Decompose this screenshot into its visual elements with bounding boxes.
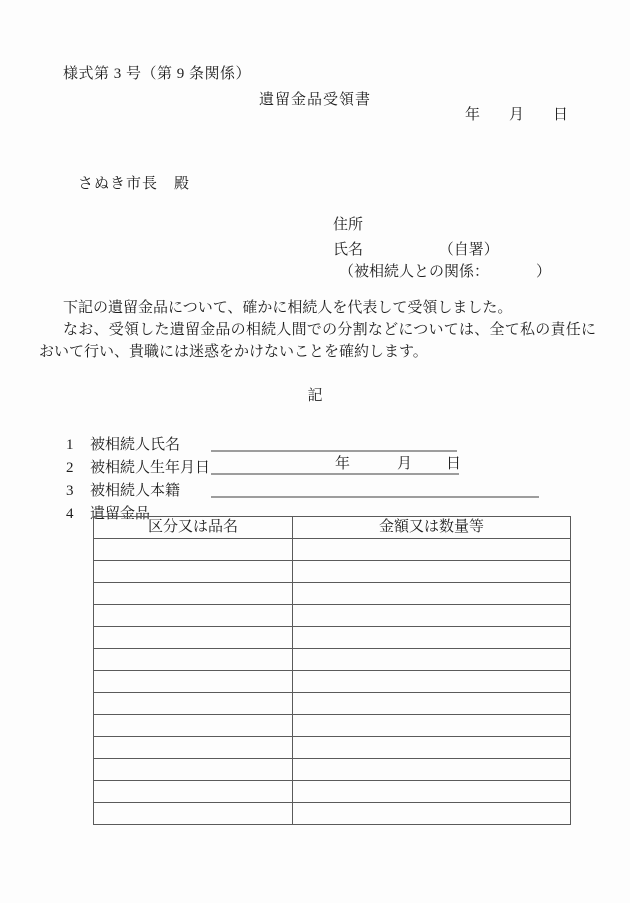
- addressee-line: さぬき市長 殿: [78, 176, 191, 192]
- goods-table-row: [94, 803, 571, 825]
- name-label: 氏名: [333, 242, 364, 258]
- body-paragraph-2: なお、受領した遺留金品の相続人間での分割などについては、全て私の責任において行い、貴職には迷惑をかけないことを確約します。: [39, 322, 596, 360]
- goods-table-cell: [94, 605, 293, 627]
- birthdate-year-label: 年: [335, 455, 351, 472]
- date-line: [465, 107, 568, 124]
- goods-table-cell: [94, 627, 293, 649]
- list-item-deceased-domicile: [66, 483, 180, 500]
- goods-table-cell: [293, 583, 571, 605]
- goods-table-cell: [293, 605, 571, 627]
- item-label: 遺留金品: [90, 506, 151, 522]
- birthdate-day-label: 日: [446, 455, 462, 472]
- document-title: 遺留金品受領書: [258, 92, 371, 108]
- goods-table-cell: [94, 803, 293, 825]
- goods-table-cell: [293, 781, 571, 803]
- goods-table-row: [94, 561, 571, 583]
- goods-table-cell: [94, 649, 293, 671]
- goods-table-row: [94, 583, 571, 605]
- goods-table-cell: [293, 539, 571, 561]
- goods-table-cell: [94, 583, 293, 605]
- blank-line-deceased-name: [211, 436, 457, 452]
- item-label: 被相続人氏名: [90, 437, 181, 453]
- goods-table-header-category: 区分又は品名: [94, 517, 293, 539]
- goods-table-row: [94, 759, 571, 781]
- goods-table-cell: [293, 649, 571, 671]
- goods-table-cell: [293, 715, 571, 737]
- list-item-deceased-name: [66, 437, 180, 454]
- goods-table-row: [94, 781, 571, 803]
- relation-close-paren: ）: [535, 264, 551, 280]
- goods-table-cell: [94, 781, 293, 803]
- goods-table-header-row: [94, 517, 571, 539]
- goods-table: [93, 516, 571, 825]
- body-paragraph-1: 下記の遺留金品について、確かに相続人を代表して受領しました。: [63, 300, 513, 316]
- goods-table-row: [94, 627, 571, 649]
- goods-table-cell: [293, 561, 571, 583]
- goods-table-row: [94, 539, 571, 561]
- goods-table-row: [94, 737, 571, 759]
- goods-table-cell: [94, 539, 293, 561]
- blank-line-deceased-birthdate: [211, 455, 462, 475]
- goods-table-cell: [94, 561, 293, 583]
- item-label: 被相続人本籍: [90, 483, 181, 499]
- goods-table-cell: [293, 671, 571, 693]
- list-item-deceased-birthdate: [66, 460, 210, 477]
- address-label: 住所: [333, 217, 364, 233]
- section-marker-ki: 記: [307, 388, 323, 404]
- birthdate-month-label: 月: [397, 455, 413, 472]
- goods-table-row: [94, 605, 571, 627]
- goods-table-cell: [293, 803, 571, 825]
- item-number: 2: [66, 460, 74, 476]
- goods-table-row: [94, 715, 571, 737]
- date-year-label: 年: [465, 107, 481, 123]
- goods-table-cell: [94, 693, 293, 715]
- item-label: 被相続人生年月日: [90, 460, 211, 476]
- relation-row: [339, 264, 551, 281]
- relation-label: （被相続人との関係：: [339, 264, 490, 280]
- goods-table-header-amount: 金額又は数量等: [293, 517, 571, 539]
- goods-table-cell: [293, 737, 571, 759]
- goods-table-cell: [94, 671, 293, 693]
- form-number: 様式第 3 号（第 9 条関係）: [63, 66, 252, 82]
- goods-table-cell: [94, 737, 293, 759]
- date-month-label: 月: [508, 107, 524, 123]
- goods-table-cell: [94, 759, 293, 781]
- goods-table-row: [94, 671, 571, 693]
- goods-table-cell: [293, 693, 571, 715]
- name-row: [333, 242, 499, 259]
- item-number: 1: [66, 437, 74, 453]
- goods-table-row: [94, 693, 571, 715]
- goods-table-row: [94, 649, 571, 671]
- item-number: 3: [66, 483, 74, 499]
- date-day-label: 日: [552, 107, 568, 123]
- goods-table-cell: [293, 759, 571, 781]
- body-text: [39, 297, 596, 363]
- goods-table-cell: [293, 627, 571, 649]
- blank-line-deceased-domicile: [211, 482, 539, 498]
- self-sign-label: （自署）: [438, 242, 499, 258]
- goods-table-cell: [94, 715, 293, 737]
- item-number: 4: [66, 506, 74, 522]
